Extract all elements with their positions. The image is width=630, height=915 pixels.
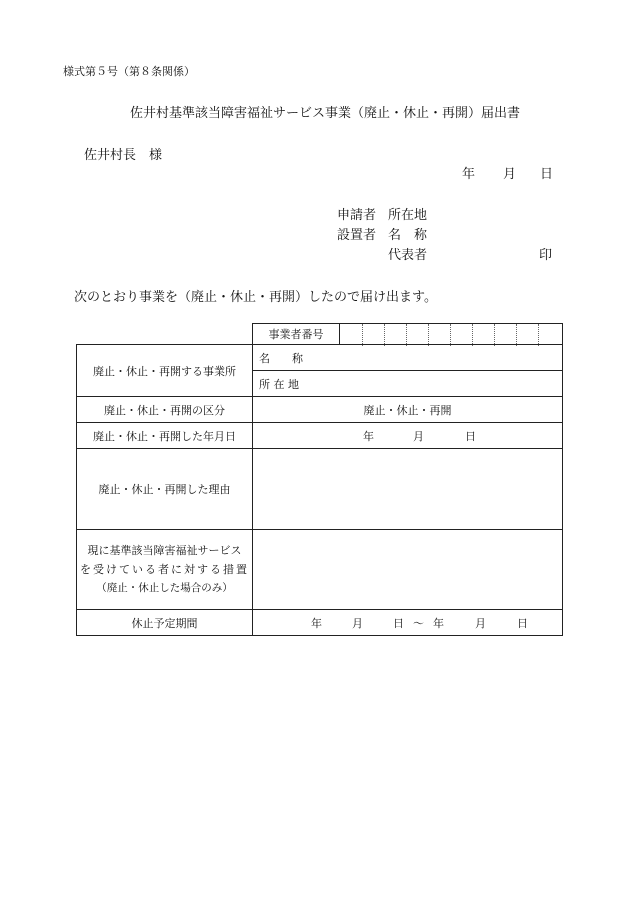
category-label: 廃止・休止・再開の区分	[104, 403, 225, 417]
suspension-from-month: 月	[352, 616, 363, 630]
applicant-label: 申請者	[337, 208, 377, 223]
date-label: 廃止・休止・再開した年月日	[93, 429, 236, 443]
office-address-label: 所 在 地	[259, 377, 299, 391]
date-month-unit: 月	[413, 429, 424, 443]
office-row-label-cell	[76, 344, 253, 397]
category-value: 廃止・休止・再開	[363, 403, 452, 417]
digit-divider	[384, 324, 385, 346]
page-title: 佐井村基準該当障害福祉サービス事業（廃止・休止・再開）届出書	[130, 106, 521, 121]
digit-divider	[538, 324, 539, 346]
measures-field[interactable]	[252, 529, 563, 610]
reason-field[interactable]	[252, 448, 563, 530]
digit-divider	[428, 324, 429, 346]
office-row-label: 廃止・休止・再開する事業所	[93, 364, 236, 378]
suspension-to-month: 月	[475, 616, 486, 630]
intro-text: 次のとおり事業を（廃止・休止・再開）したので届け出ます。	[74, 290, 437, 305]
business-number-label: 事業者番号	[268, 328, 324, 341]
suspension-label-cell	[76, 609, 253, 636]
suspension-period-field[interactable]	[252, 609, 563, 636]
date-year-label: 年	[462, 167, 476, 182]
digit-divider	[472, 324, 473, 346]
name-label: 名 称	[388, 228, 428, 243]
office-name-field[interactable]	[252, 344, 563, 371]
date-day-unit: 日	[465, 429, 476, 443]
suspension-to-year: 年	[433, 616, 444, 630]
reason-label-cell	[76, 448, 253, 530]
addressee: 佐井村長 様	[84, 148, 163, 163]
digit-divider	[494, 324, 495, 346]
suspension-to-day: 日	[517, 616, 528, 630]
measures-label-cell	[76, 529, 253, 610]
business-number-label-cell	[252, 323, 340, 345]
reason-label: 廃止・休止・再開した理由	[98, 483, 231, 496]
digit-divider	[450, 324, 451, 346]
measures-label	[80, 541, 249, 598]
suspension-from-day: 日	[393, 616, 404, 630]
category-field[interactable]	[252, 396, 563, 423]
seal-mark: 印	[539, 248, 553, 263]
notification-form-table	[76, 323, 563, 636]
digit-divider	[516, 324, 517, 346]
digit-divider	[362, 324, 363, 346]
digit-divider	[406, 324, 407, 346]
date-year-unit: 年	[363, 429, 374, 443]
date-label-cell	[76, 422, 253, 449]
suspension-tilde: ～	[413, 616, 424, 630]
form-number: 様式第５号（第８条関係）	[63, 65, 195, 78]
date-month-label: 月	[503, 167, 517, 182]
installer-label: 設置者	[337, 228, 377, 243]
measures-label-line-2: を受けている者に対する措置	[80, 563, 249, 576]
measures-label-line-1: 現に基準該当障害福祉サービス	[87, 544, 242, 557]
date-day-label: 日	[540, 167, 554, 182]
date-field[interactable]	[252, 422, 563, 449]
representative-label: 代表者	[388, 248, 428, 263]
suspension-label: 休止予定期間	[131, 616, 198, 630]
location-label: 所在地	[388, 208, 428, 223]
suspension-from-year: 年	[311, 616, 322, 630]
business-number-input[interactable]	[339, 323, 563, 345]
category-label-cell	[76, 396, 253, 423]
office-address-field[interactable]	[252, 370, 563, 397]
measures-label-line-3: （廃止・休止した場合のみ）	[96, 582, 233, 594]
office-name-label: 名 称	[259, 351, 303, 365]
